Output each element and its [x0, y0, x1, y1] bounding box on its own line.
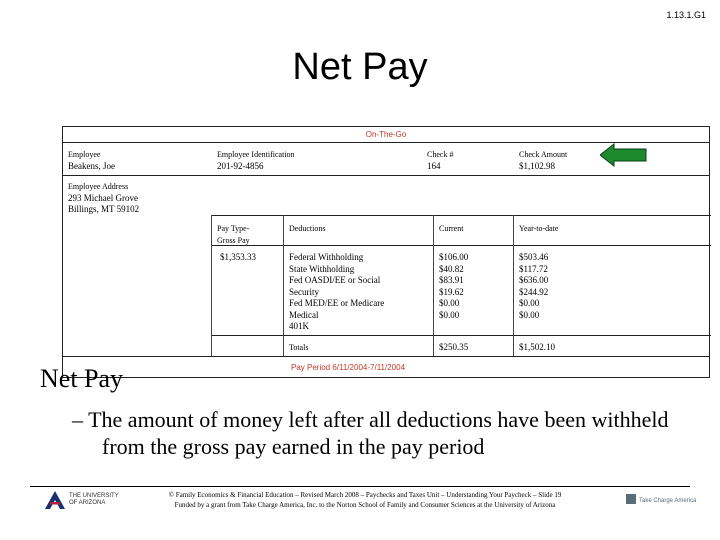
- divider: [211, 245, 711, 246]
- deduction-ytd: $0.00: [519, 298, 540, 308]
- paytype-label-2: Gross Pay: [217, 235, 250, 245]
- totals-ytd: $1,502.10: [519, 342, 555, 352]
- check-value: 164: [427, 160, 441, 171]
- divider: [211, 215, 212, 356]
- deduction-name: Fed MED/EE or Medicare: [289, 298, 385, 308]
- deduction-name: State Withholding: [289, 263, 355, 274]
- totals-label: Totals: [289, 343, 309, 352]
- arrow-left-icon: [600, 143, 648, 167]
- paytype-label-1: Pay Type-: [217, 224, 250, 233]
- deduction-name: Fed OASDI/EE or Social: [289, 275, 381, 285]
- deduction-ytd-values: [519, 252, 548, 321]
- deduction-name: 401K: [289, 321, 309, 331]
- deduction-current-values: [439, 252, 468, 321]
- footer-line1: © Family Economics & Financial Education – Revised March 2008 – Paychecks and Taxes Unit – Understanding Your Paycheck – Slide 19: [168, 491, 562, 499]
- university-of-arizona-logo: [44, 490, 119, 510]
- deduction-current: $19.62: [439, 286, 464, 297]
- deduction-ytd: $0.00: [519, 309, 540, 320]
- divider: [211, 335, 711, 336]
- divider: [283, 215, 284, 356]
- totals-current: $250.35: [439, 342, 469, 352]
- company-name: On-The-Go: [365, 130, 407, 139]
- id-value: 201-92-4856: [217, 160, 264, 171]
- pay-period: Pay Period 6/11/2004-7/11/2004: [291, 363, 406, 372]
- footer-divider: [30, 486, 690, 487]
- id-label: Employee Identification: [217, 150, 295, 159]
- divider: [211, 215, 711, 216]
- address-block: [68, 181, 139, 216]
- address-line2: Billings, MT 59102: [68, 204, 140, 214]
- definition-bullet: – The amount of money left after all deductions have been withheld from the gross pay earned in the pay period: [72, 407, 669, 459]
- arizona-a-icon: [44, 490, 66, 510]
- ua-logo-line2: OF ARIZONA: [69, 500, 106, 506]
- amount-block: [519, 149, 567, 172]
- check-block: [427, 149, 453, 172]
- id-block: [217, 149, 295, 172]
- employee-label: Employee: [68, 150, 101, 159]
- net-pay-heading: Net Pay: [40, 364, 124, 393]
- deduction-name: Federal Withholding: [289, 252, 364, 262]
- take-charge-america-logo: [626, 492, 706, 506]
- take-charge-logo-icon: [626, 492, 706, 506]
- footer-line2: Funded by a grant from Take Charge America, Inc. to the Norton School of Family and Consumer Sciences at the University of Arizona: [174, 501, 556, 509]
- deduction-name: Security: [289, 286, 319, 297]
- divider: [63, 356, 709, 357]
- deduction-current: $40.82: [439, 263, 464, 274]
- deduction-ytd: $244.92: [519, 286, 549, 297]
- ytd-header: Year-to-date: [519, 224, 559, 233]
- amount-value: $1,102.98: [519, 160, 555, 171]
- deduction-name: Medical: [289, 309, 319, 320]
- amount-label: Check Amount: [519, 150, 568, 159]
- slide-id: 1.13.1.G1: [666, 10, 706, 20]
- divider: [513, 215, 514, 356]
- paytype-header: [217, 223, 250, 246]
- ua-logo-text: [69, 493, 119, 507]
- address-label: Employee Address: [68, 182, 129, 191]
- deduction-ytd: $636.00: [519, 275, 549, 285]
- deduction-ytd: $503.46: [519, 252, 549, 262]
- gross-value: $1,353.33: [220, 252, 256, 262]
- tc-logo-text: Take Charge America: [639, 498, 697, 504]
- deduction-ytd: $117.72: [519, 263, 548, 274]
- employee-block: [68, 149, 115, 172]
- divider: [433, 215, 434, 356]
- page-title: Net Pay: [292, 46, 428, 88]
- divider: [63, 175, 709, 176]
- current-header: Current: [439, 224, 464, 233]
- employee-name: Beakens, Joe: [68, 160, 115, 171]
- deduction-current: $106.00: [439, 252, 469, 262]
- deductions-header: Deductions: [289, 224, 326, 233]
- deduction-names: [289, 252, 384, 333]
- address-line1: 293 Michael Grove: [68, 192, 138, 203]
- deduction-current: $83.91: [439, 275, 464, 285]
- deduction-current: $0.00: [439, 298, 460, 308]
- ua-logo-line1: THE UNIVERSITY: [69, 493, 119, 499]
- footer-text: [122, 490, 608, 510]
- check-label: Check #: [427, 150, 454, 159]
- deduction-current: $0.00: [439, 309, 460, 320]
